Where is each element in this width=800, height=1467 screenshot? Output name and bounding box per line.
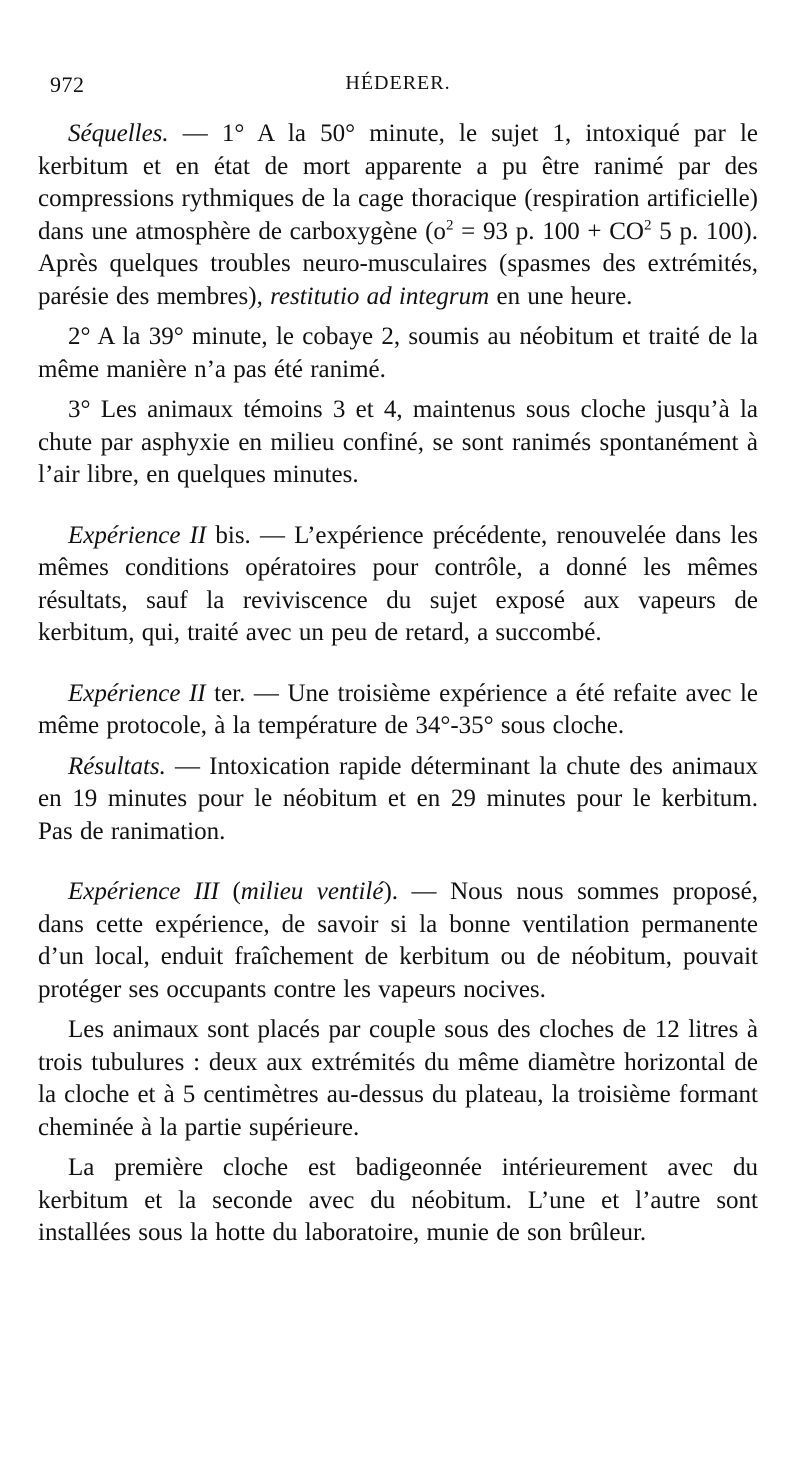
superscript: 2 xyxy=(643,217,652,234)
paragraph-text: = 93 p. 100 + CO xyxy=(453,217,644,245)
body-text xyxy=(38,118,758,1250)
paragraph-text: 5 p. 100). Après quelques troubles neuro-musculaires (spasmes des extrémités, parésie des membres), xyxy=(38,217,758,310)
book-page xyxy=(38,72,758,1258)
paragraph-text: — 1° A la 50° minute, le sujet 1, intoxiqué par le kerbitum et en état de mort apparente a pu être ranimé par des compressions rythmiques de la cage thoracique (respiration artificielle) dans une atmosphère de carboxygène (o xyxy=(38,120,758,245)
running-title: HÉDERER. xyxy=(345,72,451,94)
paragraph-text: ). — Nous nous sommes proposé, dans cette expérience, de savoir si la bonne ventilation permanente d’un local, enduit fraîchement de kerbitum ou de néobitum, pouvait protéger ses occupants contre les vapeurs nocives. xyxy=(38,878,758,1003)
italic-phrase: restitutio ad integrum xyxy=(270,282,490,310)
paragraph-lead: Expérience III xyxy=(68,878,219,905)
page-header xyxy=(38,72,758,106)
paragraph-experience-iii xyxy=(38,876,758,1006)
paragraph-text: Les animaux sont placés par couple sous des cloches de 12 litres à trois tubulures : deux aux extrémités du même diamètre horizontal de la cloche et à 5 centimètres au-dessus du plateau, la troisième formant cheminée à la partie supérieure. xyxy=(38,1016,758,1141)
paragraph-experience-ii-bis xyxy=(38,520,758,650)
paragraph-lead: Séquelles. xyxy=(68,120,169,147)
paragraph-lead: Résultats. xyxy=(68,752,166,780)
paragraph-premiere-cloche xyxy=(38,1152,758,1250)
paragraph-text: La première cloche est badigeonnée intérieurement avec du kerbitum et la seconde avec du néobitum. L’une et l’autre sont installées sous la hotte du laboratoire, munie de son brûleur. xyxy=(38,1154,758,1246)
superscript: 2 xyxy=(445,217,454,234)
paragraph-experience-ii-ter xyxy=(38,678,758,743)
paragraph-text: bis. — L’expérience précédente, renouvelée dans les mêmes conditions opératoires pour contrôle, a donné les mêmes résultats, sauf la reviviscence du sujet exposé aux vapeurs de kerbitum, qui, traité avec un peu de retard, a succombé. xyxy=(38,521,759,646)
paragraph-lead: Expérience II xyxy=(68,521,207,549)
paragraph-animaux xyxy=(38,1014,758,1144)
paragraph-text: 2° A la 39° minute, le cobaye 2, soumis au néobitum et traité de la même manière n’a pas été ranimé. xyxy=(38,323,758,383)
paragraph-second-point xyxy=(38,321,758,386)
paragraph-third-point xyxy=(38,394,758,492)
paragraph-text: — Intoxication rapide déterminant la chute des animaux en 19 minutes pour le néobitum et en 29 minutes pour le kerbitum. Pas de ranimation. xyxy=(38,752,758,845)
paragraph-text: 3° Les animaux témoins 3 et 4, maintenus sous cloche jusqu’à la chute par asphyxie en milieu confiné, se sont ranimés spontanément à l’air libre, en quelques minutes. xyxy=(38,396,758,488)
paragraph-lead: Expérience II xyxy=(68,679,206,707)
paragraph-resultats xyxy=(38,751,758,849)
italic-phrase: milieu ventilé xyxy=(240,878,384,905)
paragraph-text: ter. — Une troisième expérience a été refaite avec le même protocole, à la température de 34°-35° sous cloche. xyxy=(38,679,758,739)
paragraph-text: en une heure. xyxy=(489,282,633,310)
paragraph-sequelles xyxy=(38,118,758,313)
page-number: 972 xyxy=(50,72,85,97)
paragraph-text: ( xyxy=(218,878,241,905)
